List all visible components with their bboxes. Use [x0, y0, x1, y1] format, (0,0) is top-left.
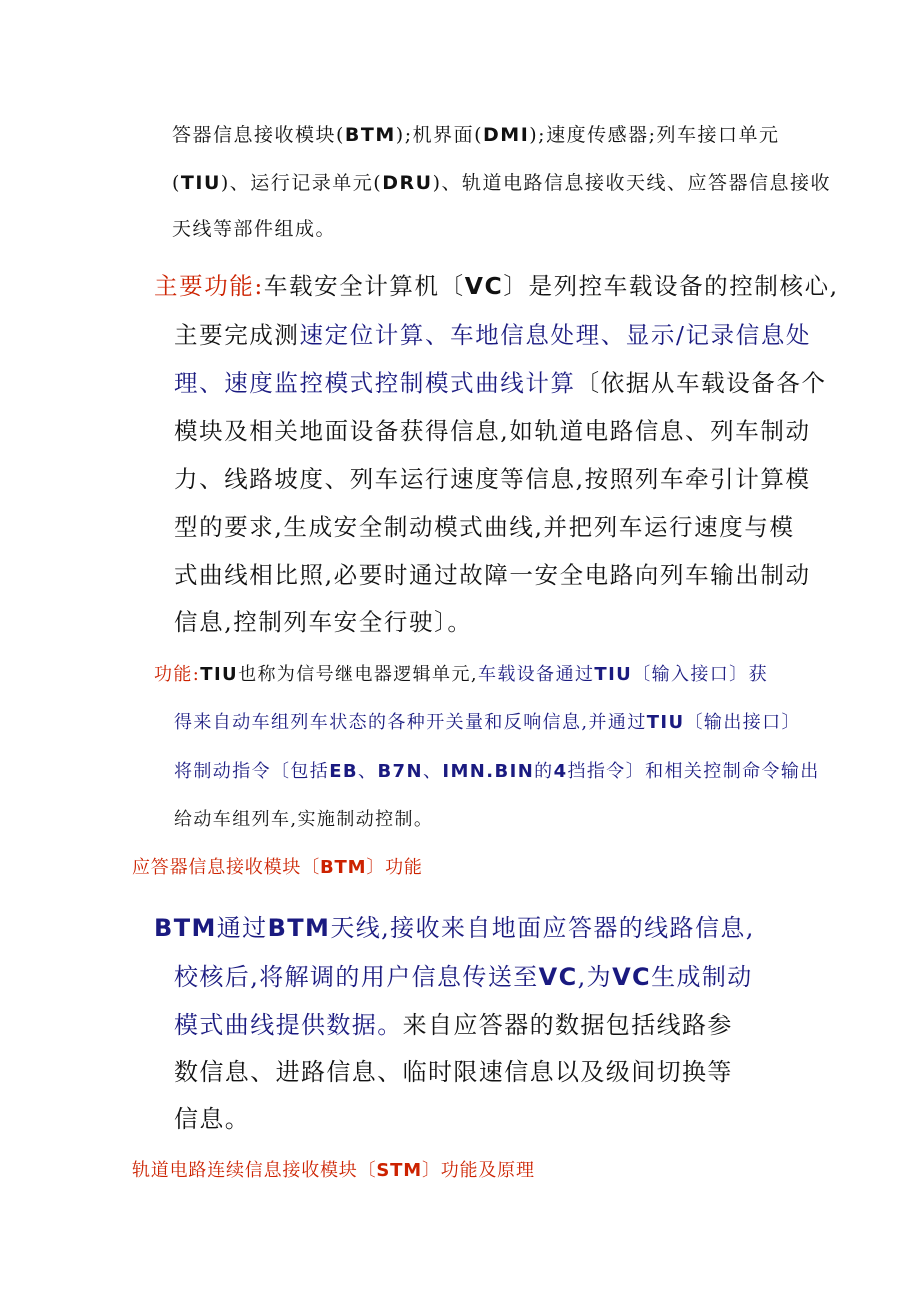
tiu-text: TIU也称为信号继电器逻辑单元,	[200, 664, 478, 685]
btm-line-4: 数信息、进路信息、临时限速信息以及级间切换等	[174, 1058, 733, 1086]
btm-line-5: 信息。	[174, 1105, 251, 1133]
btm-text: 来自应答器的数据包括线路参	[402, 1011, 733, 1039]
vc-line-8: 信息,控制列车安全行驶〕。	[174, 608, 473, 636]
intro-line-1: 答器信息接收模块(BTM);机界面(DMI);速度传感器;列车接口单元	[172, 124, 780, 146]
btm-text: 模式曲线提供数据。	[174, 1011, 403, 1039]
tiu-line-1	[154, 660, 768, 686]
vc-function-label: 主要功能:	[154, 272, 264, 300]
vc-text: 速定位计算、车地信息处理、显示/记录信息处	[299, 321, 812, 349]
vc-text: 车载安全计算机〔VC〕是列控车载设备的控制核心,	[263, 272, 839, 300]
btm-line-1: BTM通过BTM天线,接收来自地面应答器的线路信息,	[154, 914, 755, 942]
vc-text: 〔依据从车载设备各个	[575, 369, 827, 397]
vc-line-3	[174, 364, 827, 398]
vc-line-2	[174, 316, 811, 350]
tiu-line-3: 将制动指令〔包括EB、B7N、IMN.BIN的4挡指令〕和相关控制命令输出	[174, 761, 820, 782]
btm-heading: 应答器信息接收模块〔BTM〕功能	[132, 857, 423, 878]
vc-line-5: 力、线路坡度、列车运行速度等信息,按照列车牵引计算模	[174, 465, 811, 493]
stm-heading: 轨道电路连续信息接收模块〔STM〕功能及原理	[132, 1160, 535, 1181]
btm-line-2: 校核后,将解调的用户信息传送至VC,为VC生成制动	[174, 963, 753, 991]
vc-line-4: 模块及相关地面设备获得信息,如轨道电路信息、列车制动	[174, 417, 811, 445]
vc-line-7: 式曲线相比照,必要时通过故障一安全电路向列车输出制动	[174, 561, 811, 589]
vc-text: 主要完成测	[174, 321, 300, 349]
vc-line-6: 型的要求,生成安全制动模式曲线,并把列车运行速度与模	[174, 513, 795, 541]
tiu-text: 车载设备通过TIU〔输入接口〕获	[477, 664, 768, 685]
intro-line-3: 天线等部件组成。	[172, 218, 337, 240]
vc-line-1	[154, 267, 839, 301]
intro-line-2: (TIU)、运行记录单元(DRU)、轨道电路信息接收天线、应答器信息接收	[172, 172, 831, 194]
tiu-line-4: 给动车组列车,实施制动控制。	[174, 809, 434, 830]
tiu-function-label: 功能:	[154, 664, 201, 685]
tiu-line-2: 得来自动车组列车状态的各种开关量和反响信息,并通过TIU〔输出接口〕	[174, 712, 801, 733]
btm-line-3	[174, 1005, 733, 1040]
vc-text: 理、速度监控模式控制模式曲线计算	[174, 369, 576, 397]
